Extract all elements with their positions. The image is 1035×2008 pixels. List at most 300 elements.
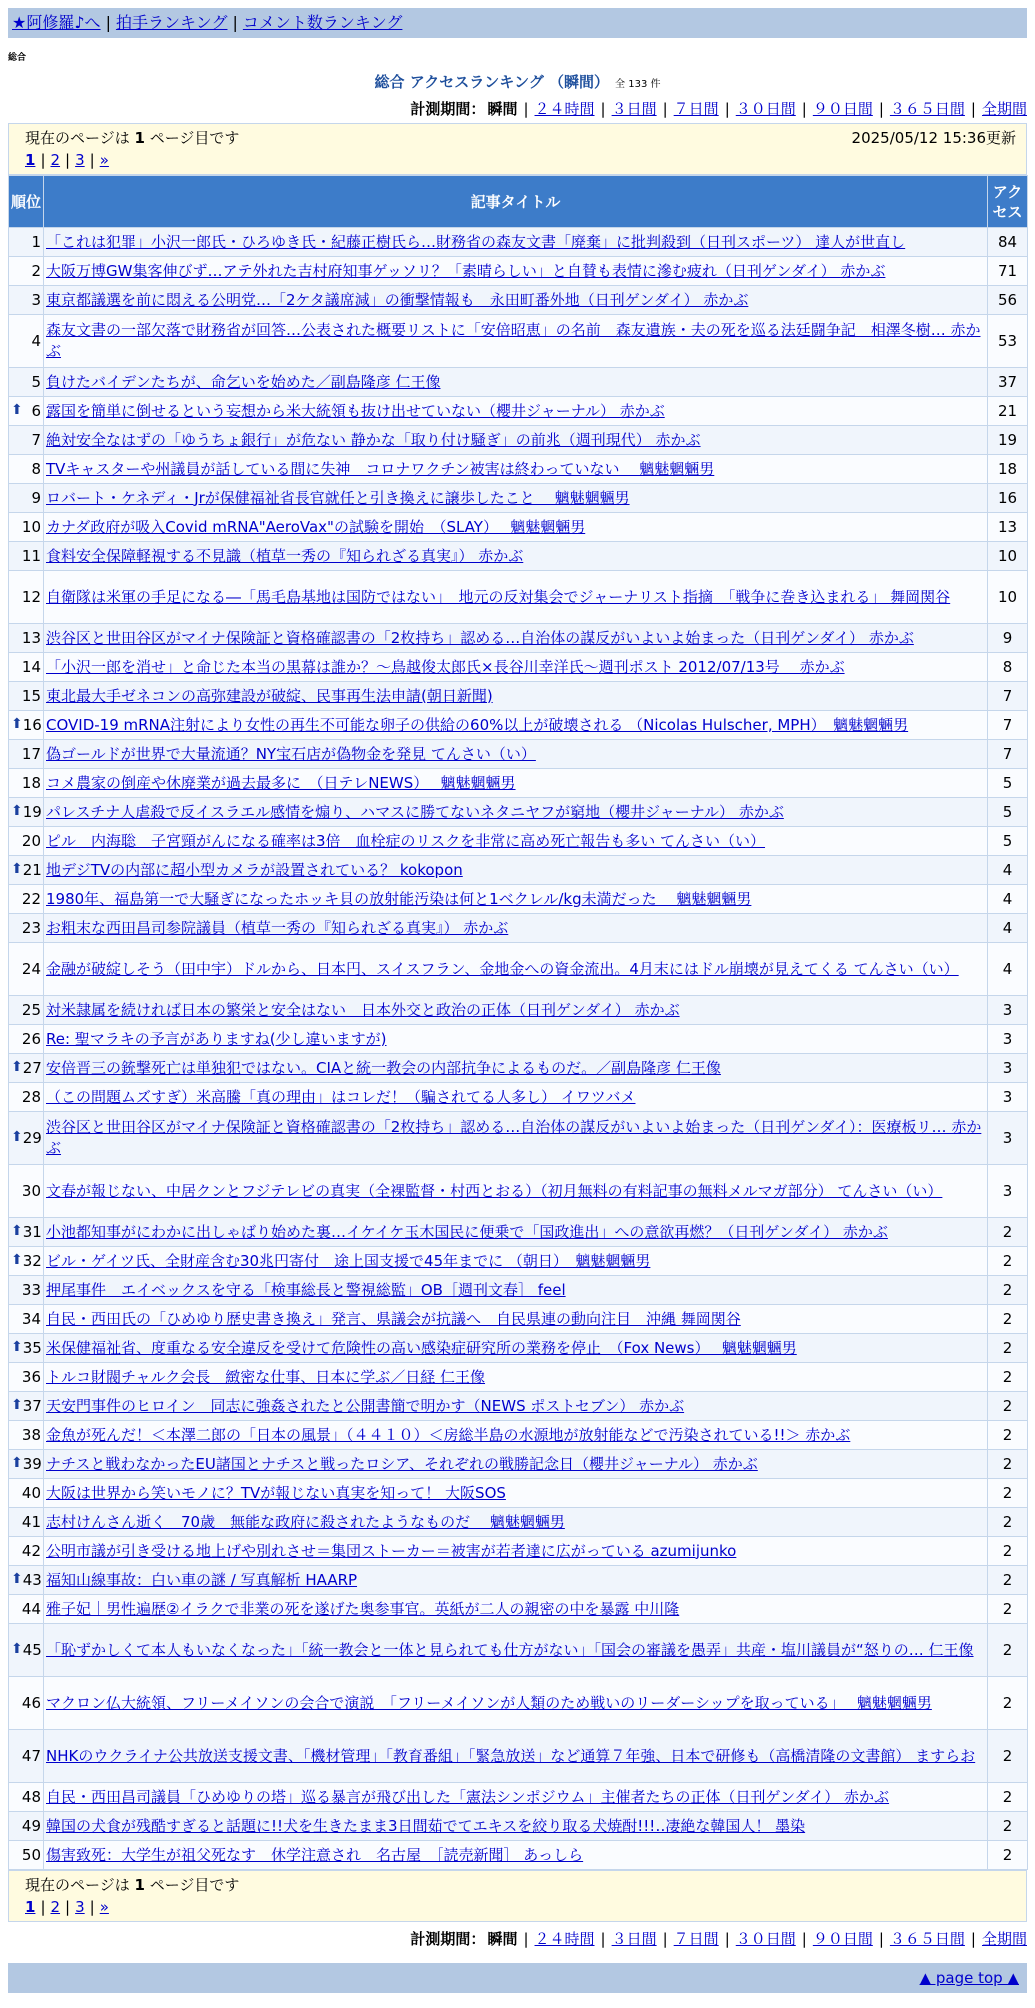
title-cell	[44, 1537, 988, 1566]
article-link[interactable]: ビル・ゲイツ氏、全財産含む30兆円寄付 途上国支援で45年までに （朝日） 魑魅魍魎男	[46, 1251, 651, 1270]
table-row	[9, 455, 1028, 484]
rank-number: 2	[31, 262, 41, 280]
title-cell	[44, 397, 988, 426]
article-link[interactable]: カナダ政府が吸入Covid mRNA"AeroVax"の試験を開始 （SLAY） 魑魅魍魎男	[46, 517, 586, 536]
article-link[interactable]: （この問題ムズすぎ）米高騰「真の理由」はコレだ！（騙されてる人多し） イワツバメ	[46, 1087, 636, 1106]
access-count: 2	[988, 1421, 1028, 1450]
article-link[interactable]: 傷害致死：大学生が祖父死なす 休学注意され 名古屋 ［読売新聞］ あっしら	[46, 1845, 584, 1864]
rank-number: 36	[21, 1368, 41, 1386]
table-row	[9, 856, 1028, 885]
rank-cell	[9, 1363, 44, 1392]
rank-number: 38	[21, 1426, 41, 1444]
access-count: 2	[988, 1479, 1028, 1508]
article-link[interactable]: 安倍晋三の銃撃死亡は単独犯ではない。CIAと統一教会の内部抗争によるものだ。／副島隆彦 仁王像	[46, 1058, 721, 1077]
rank-number: 42	[21, 1542, 41, 1560]
article-link[interactable]: 福知山線事故：白い車の謎 / 写真解析 HAARP	[46, 1570, 358, 1589]
page-heading	[8, 71, 1027, 92]
table-row	[9, 484, 1028, 513]
rank-cell	[9, 571, 44, 624]
rank-cell	[9, 1392, 44, 1421]
title-cell	[44, 1566, 988, 1595]
article-link[interactable]: トルコ財閥チャルク会長 緻密な仕事、日本に学ぶ／日経 仁王像	[46, 1367, 486, 1386]
rank-number: 35	[22, 1339, 42, 1357]
article-link[interactable]: 1980年、福島第一で大騒ぎになったホッキ貝の放射能汚染は何と1ベクレル/kg未満だった 魑魅魍魎男	[46, 889, 752, 908]
access-count: 10	[988, 542, 1028, 571]
title-cell	[44, 426, 988, 455]
title-cell	[44, 1841, 988, 1870]
table-row	[9, 513, 1028, 542]
nav-link-clap-ranking[interactable]: 拍手ランキング	[115, 13, 228, 32]
access-count: 5	[988, 798, 1028, 827]
rank-number: 32	[22, 1252, 42, 1270]
up-arrow-icon: ⬆	[11, 803, 23, 819]
title-cell	[44, 1812, 988, 1841]
title-cell	[44, 257, 988, 286]
article-link[interactable]: 大阪は世界から笑いモノに？TVが報じない真実を知って！ 大阪SOS	[46, 1483, 506, 1502]
article-link[interactable]: 韓国の犬食が残酷すぎると話題に!!犬を生きたまま3日間茹でてエキスを絞り取る犬焼酎!!!‥凄絶な韓国人！ 墨染	[46, 1816, 806, 1835]
table-row	[9, 542, 1028, 571]
access-count: 53	[988, 315, 1028, 368]
rank-number: 31	[22, 1223, 42, 1241]
article-link[interactable]: Re: 聖マラキの予言がありますね(少し違いますが)	[46, 1029, 387, 1048]
table-row	[9, 257, 1028, 286]
period-selector: 計測期間： 瞬間 | ２４時間 | ３日間 | ７日間 | ３０日間 | ９０日間 | ３６５日間 | 全期間	[410, 100, 1027, 118]
table-row	[9, 1025, 1028, 1054]
rank-cell	[9, 1677, 44, 1730]
up-arrow-icon: ⬆	[11, 1129, 23, 1145]
rank-cell	[9, 1783, 44, 1812]
rank-cell	[9, 856, 44, 885]
access-count: 71	[988, 257, 1028, 286]
up-arrow-icon: ⬆	[11, 1455, 23, 1471]
up-arrow-icon: ⬆	[11, 1571, 23, 1587]
period-link-2-bottom[interactable]: ７日間	[673, 1930, 719, 1948]
title-cell	[44, 1479, 988, 1508]
article-link[interactable]: 対米隷属を続ければ日本の繁栄と安全はない 日本外交と政治の正体（日刊ゲンダイ） 赤かぶ	[46, 1000, 680, 1019]
period-link-0[interactable]: ２４時間	[534, 100, 595, 118]
page-current[interactable]: 1	[25, 151, 36, 169]
rank-cell	[9, 1595, 44, 1624]
up-arrow-icon: ⬆	[11, 716, 23, 732]
rank-cell	[9, 653, 44, 682]
table-row	[9, 1508, 1028, 1537]
pagination-bottom: 1 | 2 | 3 | »	[25, 1898, 109, 1916]
access-count: 3	[988, 1025, 1028, 1054]
title-cell	[44, 1276, 988, 1305]
access-count: 2	[988, 1537, 1028, 1566]
rank-cell	[9, 1537, 44, 1566]
title-cell	[44, 1165, 988, 1218]
access-count: 4	[988, 885, 1028, 914]
total-count: 全 133 件	[615, 79, 661, 90]
rank-cell	[9, 1112, 44, 1165]
rank-cell	[9, 1624, 44, 1677]
title-cell	[44, 1363, 988, 1392]
article-link[interactable]: ピル 内海聡 子宮頸がんになる確率は3倍 血栓症のリスクを非常に高め死亡報告も多い てんさい（い）	[46, 831, 766, 850]
access-count: 9	[988, 624, 1028, 653]
period-link-0-bottom[interactable]: ２４時間	[534, 1930, 595, 1948]
article-link[interactable]: 雅子妃｜男性遍歴②イラクで非業の死を遂げた奥参事官。英紙が二人の親密の中を暴露 中川隆	[46, 1599, 680, 1618]
period-selector-bottom: 計測期間： 瞬間 | ２４時間 | ３日間 | ７日間 | ３０日間 | ９０日間 | ３６５日間 | 全期間	[410, 1930, 1027, 1948]
rank-cell	[9, 1421, 44, 1450]
ranking-table	[8, 175, 1028, 1870]
access-count: 8	[988, 653, 1028, 682]
table-row	[9, 1421, 1028, 1450]
rank-cell	[9, 682, 44, 711]
access-count: 2	[988, 1783, 1028, 1812]
access-count: 2	[988, 1841, 1028, 1870]
rank-number: 21	[22, 861, 42, 879]
period-current-bottom: 瞬間	[487, 1930, 518, 1948]
article-link[interactable]: 負けたバイデンたちが、命乞いを始めた／副島隆彦 仁王像	[46, 372, 441, 391]
title-cell	[44, 542, 988, 571]
rank-cell	[9, 1841, 44, 1870]
title-cell	[44, 885, 988, 914]
table-row	[9, 1334, 1028, 1363]
article-link[interactable]: 東京都議選を前に悶える公明党…「2ケタ議席減」の衝撃情報も 永田町番外地（日刊ゲンダイ） 赤かぶ	[46, 290, 749, 309]
title-cell	[44, 827, 988, 856]
title-cell	[44, 513, 988, 542]
rank-number: 18	[21, 774, 41, 792]
rank-number: 50	[21, 1846, 41, 1864]
article-link[interactable]: 公明市議が引き受ける地上げや別れさせ＝集団ストーカー＝被害が若者達に広がっている azumijunko	[46, 1541, 737, 1560]
up-arrow-icon: ⬆	[11, 1339, 23, 1355]
access-count: 19	[988, 426, 1028, 455]
rank-number: 25	[21, 1001, 41, 1019]
up-arrow-icon: ⬆	[11, 1223, 23, 1239]
access-count: 7	[988, 740, 1028, 769]
page-info-bottom	[8, 1870, 1027, 1922]
article-link[interactable]: 東北最大手ゼネコンの高弥建設が破綻、民事再生法申請(朝日新聞)	[46, 686, 493, 705]
title-cell	[44, 1218, 988, 1247]
title-cell	[44, 286, 988, 315]
rank-number: 7	[31, 431, 41, 449]
title-cell	[44, 711, 988, 740]
title-cell	[44, 1392, 988, 1421]
period-link-5[interactable]: ３６５日間	[889, 100, 965, 118]
access-count: 2	[988, 1730, 1028, 1783]
page-link-0-bottom[interactable]: 2	[50, 1898, 61, 1916]
table-row	[9, 1537, 1028, 1566]
access-count: 2	[988, 1218, 1028, 1247]
rank-cell	[9, 827, 44, 856]
page-top-link[interactable]: ▲ page top ▲	[919, 1969, 1019, 1987]
nav-link-comment-ranking[interactable]: コメント数ランキング	[242, 13, 403, 32]
access-count: 16	[988, 484, 1028, 513]
updated-time: 2025/05/12 15:36更新	[851, 129, 1016, 147]
access-count: 2	[988, 1334, 1028, 1363]
title-cell	[44, 1305, 988, 1334]
access-count: 4	[988, 943, 1028, 996]
table-row	[9, 711, 1028, 740]
period-link-6[interactable]: 全期間	[981, 100, 1027, 118]
rank-number: 1	[31, 233, 41, 251]
article-link[interactable]: 金融が破綻しそう（田中宇）ドルから、日本円、スイスフラン、金地金への資金流出。4月末にはドル崩壊が見えてくる てんさい（い）	[46, 959, 959, 978]
title-cell	[44, 1112, 988, 1165]
title-cell	[44, 624, 988, 653]
page-link-1[interactable]: 3	[75, 151, 85, 169]
rank-number: 8	[31, 460, 41, 478]
rank-number: 14	[21, 658, 41, 676]
access-count: 3	[988, 1083, 1028, 1112]
rank-cell	[9, 885, 44, 914]
article-link[interactable]: 偽ゴールドが世界で大量流通？NY宝石店が偽物金を発見 てんさい（い）	[46, 744, 536, 763]
access-count: 2	[988, 1624, 1028, 1677]
article-link[interactable]: パレスチナ人虐殺で反イスラエル感情を煽り、ハマスに勝てないネタニヤフが窮地（櫻井ジャーナル） 赤かぶ	[46, 802, 784, 821]
article-link[interactable]: お粗末な西田昌司参院議員（植草一秀の『知られざる真実』） 赤かぶ	[46, 918, 509, 937]
rank-number: 23	[21, 919, 41, 937]
table-row	[9, 1363, 1028, 1392]
access-count: 84	[988, 228, 1028, 257]
title-cell	[44, 1025, 988, 1054]
access-count: 10	[988, 571, 1028, 624]
article-link[interactable]: 「これは犯罪」小沢一郎氏・ひろゆき氏・紀藤正樹氏ら…財務省の森友文書「廃棄」に批判殺到（日刊スポーツ） 達人が世直し	[46, 232, 906, 251]
access-count: 2	[988, 1363, 1028, 1392]
rank-number: 33	[21, 1281, 41, 1299]
table-row	[9, 1479, 1028, 1508]
rank-number: 5	[31, 373, 41, 391]
article-link[interactable]: 渋谷区と世田谷区がマイナ保険証と資格確認書の「2枚持ち」認める…自治体の謀反がいよいよ始まった（日刊ゲンダイ） 赤かぶ	[46, 628, 914, 647]
rank-number: 4	[31, 332, 41, 350]
period-link-4[interactable]: ９０日間	[812, 100, 873, 118]
title-cell	[44, 1083, 988, 1112]
article-link[interactable]: 森友文書の一部欠落で財務省が回答…公表された概要リストに「安倍昭恵」の名前 森友遺族・夫の死を巡る法廷闘争記 相澤冬樹… 赤かぶ	[46, 321, 981, 360]
title-cell	[44, 769, 988, 798]
title-cell	[44, 996, 988, 1025]
rank-number: 6	[31, 402, 41, 420]
access-count: 2	[988, 1276, 1028, 1305]
table-row	[9, 228, 1028, 257]
rank-number: 20	[21, 832, 41, 850]
page-status-bottom: 現在のページは 1 ページ目です	[25, 1876, 240, 1894]
title-cell	[44, 1677, 988, 1730]
rank-cell	[9, 1479, 44, 1508]
pagination: 1 | 2 | 3 | »	[25, 151, 109, 169]
period-link-1[interactable]: ３日間	[611, 100, 657, 118]
title-cell	[44, 1730, 988, 1783]
access-count: 7	[988, 711, 1028, 740]
rank-number: 39	[22, 1455, 42, 1473]
access-count: 5	[988, 827, 1028, 856]
rank-cell	[9, 769, 44, 798]
article-link[interactable]: 大阪万博GW集客伸びず…アテ外れた吉村府知事ゲッソリ？「素晴らしい」と自賛も表情に滲む疲れ（日刊ゲンダイ） 赤かぶ	[46, 261, 886, 280]
rank-number: 28	[21, 1088, 41, 1106]
rank-number: 15	[21, 687, 41, 705]
rank-number: 30	[21, 1182, 41, 1200]
rank-number: 13	[21, 629, 41, 647]
period-link-3[interactable]: ３０日間	[735, 100, 796, 118]
page-current-bottom[interactable]: 1	[25, 1898, 36, 1916]
page-link-2[interactable]: »	[99, 151, 109, 169]
article-link[interactable]: 「恥ずかしくて本人もいなくなった」「統一教会と一体と見られても仕方がない」「国会の審議を愚弄」共産・塩川議員が“怒りの… 仁王像	[46, 1640, 974, 1659]
rank-cell	[9, 542, 44, 571]
table-row	[9, 426, 1028, 455]
article-link[interactable]: 小池都知事がにわかに出しゃばり始めた裏…イケイケ玉木国民に便乗で「国政進出」への意欲再燃？（日刊ゲンダイ） 赤かぶ	[46, 1222, 888, 1241]
article-link[interactable]: 自衛隊は米軍の手足になる―「馬毛島基地は国防ではない」 地元の反対集会でジャーナリスト指摘 「戦争に巻き込まれる」 舞岡関谷	[46, 587, 951, 606]
article-link[interactable]: 押尾事件 エイベックスを守る「検事総長と警視総監」OB［週刊文春］ feel	[46, 1280, 566, 1299]
title-cell	[44, 740, 988, 769]
rank-number: 37	[22, 1397, 42, 1415]
rank-cell	[9, 1730, 44, 1783]
title-cell	[44, 1450, 988, 1479]
table-row	[9, 798, 1028, 827]
article-link[interactable]: 金魚が死んだ！＜本澤二郎の「日本の風景」（４４１０）＜房総半島の水源地が放射能などで汚染されている!!＞ 赤かぶ	[46, 1425, 851, 1444]
table-row	[9, 1624, 1028, 1677]
col-header-rank: 順位	[9, 176, 44, 228]
rank-number: 34	[21, 1310, 41, 1328]
up-arrow-icon: ⬆	[11, 861, 23, 877]
table-row	[9, 740, 1028, 769]
period-link-2[interactable]: ７日間	[673, 100, 719, 118]
title-cell	[44, 1334, 988, 1363]
rank-cell	[9, 1450, 44, 1479]
article-link[interactable]: 文春が報じない、中居クンとフジテレビの真実（全裸監督・村西とおる）（初月無料の有料記事の無料メルマガ部分） てんさい（い）	[46, 1181, 943, 1200]
up-arrow-icon: ⬆	[11, 402, 23, 418]
access-count: 2	[988, 1305, 1028, 1334]
up-arrow-icon: ⬆	[11, 1252, 23, 1268]
title-cell	[44, 914, 988, 943]
rank-cell	[9, 914, 44, 943]
rank-number: 3	[31, 291, 41, 309]
rank-cell	[9, 286, 44, 315]
rank-cell	[9, 1165, 44, 1218]
bottom-bar	[8, 1963, 1027, 1993]
article-link[interactable]: 自民・西田昌司議員「ひめゆりの塔」巡る暴言が飛び出した「憲法シンポジウム」主催者たちの正体（日刊ゲンダイ） 赤かぶ	[46, 1787, 890, 1806]
article-link[interactable]: NHKのウクライナ公共放送支援文書、「機材管理」「教育番組」「緊急放送」など通算７年強、日本で研修も（高橋清隆の文書館） ますらお	[46, 1746, 976, 1765]
table-row	[9, 368, 1028, 397]
rank-number: 9	[31, 489, 41, 507]
article-link[interactable]: 天安門事件のヒロイン 同志に強姦されたと公開書簡で明かす（NEWS ポストセブン） 赤かぶ	[46, 1396, 685, 1415]
title-cell	[44, 1783, 988, 1812]
article-link[interactable]: コメ農家の倒産や休廃業が過去最多に （日テレNEWS） 魑魅魍魎男	[46, 773, 516, 792]
rank-cell	[9, 1025, 44, 1054]
article-link[interactable]: 食料安全保障軽視する不見識（植草一秀の『知られざる真実』） 赤かぶ	[46, 546, 524, 565]
page-link-1-bottom[interactable]: 3	[75, 1898, 85, 1916]
period-label-bottom: 計測期間：	[410, 1930, 486, 1948]
article-link[interactable]: ナチスと戦わなかったEU諸国とナチスと戦ったロシア、それぞれの戦勝記念日（櫻井ジャーナル） 赤かぶ	[46, 1454, 758, 1473]
rank-cell	[9, 996, 44, 1025]
table-row	[9, 397, 1028, 426]
rank-number: 16	[22, 716, 42, 734]
title-cell	[44, 1247, 988, 1276]
table-row	[9, 1112, 1028, 1165]
period-link-4-bottom[interactable]: ９０日間	[812, 1930, 873, 1948]
access-count: 3	[988, 1054, 1028, 1083]
access-count: 18	[988, 455, 1028, 484]
rank-cell	[9, 1508, 44, 1537]
table-row	[9, 1812, 1028, 1841]
access-count: 7	[988, 682, 1028, 711]
title-cell	[44, 228, 988, 257]
access-count: 56	[988, 286, 1028, 315]
title-cell	[44, 368, 988, 397]
rank-number: 45	[22, 1641, 42, 1659]
rank-cell	[9, 1334, 44, 1363]
article-link[interactable]: 渋谷区と世田谷区がマイナ保険証と資格確認書の「2枚持ち」認める…自治体の謀反がいよいよ始まった（日刊ゲンダイ）：医療板リ… 赤かぶ	[46, 1118, 982, 1157]
article-link[interactable]: ロバート・ケネディ・Jrが保健福祉省長官就任と引き換えに譲歩したこと 魑魅魍魎男	[46, 488, 630, 507]
access-count: 2	[988, 1677, 1028, 1730]
access-count: 4	[988, 856, 1028, 885]
table-row	[9, 769, 1028, 798]
rank-cell	[9, 1083, 44, 1112]
title-cell	[44, 943, 988, 996]
table-row	[9, 1841, 1028, 1870]
page-link-0[interactable]: 2	[50, 151, 61, 169]
rank-cell	[9, 257, 44, 286]
article-link[interactable]: TVキャスターや州議員が話している間に失神 コロナワクチン被害は終わっていない 魑魅魍魎男	[46, 459, 715, 478]
title-cell	[44, 571, 988, 624]
rank-cell	[9, 368, 44, 397]
rank-cell	[9, 397, 44, 426]
period-link-3-bottom[interactable]: ３０日間	[735, 1930, 796, 1948]
table-row	[9, 1595, 1028, 1624]
article-link[interactable]: 米保健福祉省、度重なる安全違反を受けて危険性の高い感染症研究所の業務を停止 （Fox News） 魑魅魍魎男	[46, 1338, 797, 1357]
access-count: 13	[988, 513, 1028, 542]
article-link[interactable]: 「小沢一郎を消せ」と命じた本当の黒幕は誰か？～鳥越俊太郎氏×長谷川幸洋氏～週刊ポスト 2012/07/13号 赤かぶ	[46, 657, 845, 676]
rank-number: 46	[21, 1694, 41, 1712]
article-link[interactable]: マクロン仏大統領、フリーメイソンの会合で演説 「フリーメイソンが人類のため戦いのリーダーシップを取っている」 魑魅魍魎男	[46, 1693, 932, 1712]
period-link-1-bottom[interactable]: ３日間	[611, 1930, 657, 1948]
access-count: 2	[988, 1247, 1028, 1276]
article-link[interactable]: 地デジTVの内部に超小型カメラが設置されている？ kokopon	[46, 860, 463, 879]
table-row	[9, 1305, 1028, 1334]
rank-number: 19	[22, 803, 42, 821]
access-count: 37	[988, 368, 1028, 397]
table-row	[9, 1450, 1028, 1479]
rank-number: 24	[21, 960, 41, 978]
table-row	[9, 1677, 1028, 1730]
table-row	[9, 827, 1028, 856]
table-row	[9, 571, 1028, 624]
table-row	[9, 1392, 1028, 1421]
access-count: 2	[988, 1508, 1028, 1537]
nav-link-asyura[interactable]: ★阿修羅♪へ	[12, 13, 101, 32]
rank-cell	[9, 513, 44, 542]
rank-number: 10	[21, 518, 41, 536]
up-arrow-icon: ⬆	[11, 1397, 23, 1413]
table-row	[9, 1165, 1028, 1218]
rank-cell	[9, 484, 44, 513]
title-cell	[44, 1054, 988, 1083]
article-link[interactable]: 絶対安全なはずの「ゆうちょ銀行」が危ない 静かな「取り付け騒ぎ」の前兆（週刊現代） 赤かぶ	[46, 430, 701, 449]
rank-cell	[9, 624, 44, 653]
period-label: 計測期間：	[410, 100, 486, 118]
title-cell	[44, 315, 988, 368]
period-link-5-bottom[interactable]: ３６５日間	[889, 1930, 965, 1948]
page-title: 総合 アクセスランキング （瞬間）	[374, 73, 610, 91]
title-cell	[44, 1508, 988, 1537]
rank-cell	[9, 455, 44, 484]
article-link[interactable]: 志村けんさん逝く 70歳 無能な政府に殺されたようなものだ 魑魅魍魎男	[46, 1512, 565, 1531]
article-link[interactable]: 自民・西田氏の「ひめゆり歴史書き換え」発言、県議会が抗議へ 自民県連の動向注目 沖縄 舞岡関谷	[46, 1309, 741, 1328]
table-row	[9, 1276, 1028, 1305]
title-cell	[44, 455, 988, 484]
article-link[interactable]: COVID-19 mRNA注射により女性の再生不可能な卵子の供給の60%以上が破壊される （Nicolas Hulscher, MPH） 魑魅魍魎男	[46, 715, 909, 734]
rank-number: 47	[21, 1747, 41, 1765]
access-count: 4	[988, 914, 1028, 943]
access-count: 2	[988, 1595, 1028, 1624]
title-cell	[44, 653, 988, 682]
period-link-6-bottom[interactable]: 全期間	[981, 1930, 1027, 1948]
rank-cell	[9, 426, 44, 455]
rank-number: 43	[22, 1571, 42, 1589]
access-count: 2	[988, 1566, 1028, 1595]
table-row	[9, 682, 1028, 711]
table-row	[9, 624, 1028, 653]
page-link-2-bottom[interactable]: »	[99, 1898, 109, 1916]
article-link[interactable]: 露国を簡単に倒せるという妄想から米大統領も抜け出せていない（櫻井ジャーナル） 赤かぶ	[46, 401, 665, 420]
rank-number: 27	[22, 1059, 42, 1077]
